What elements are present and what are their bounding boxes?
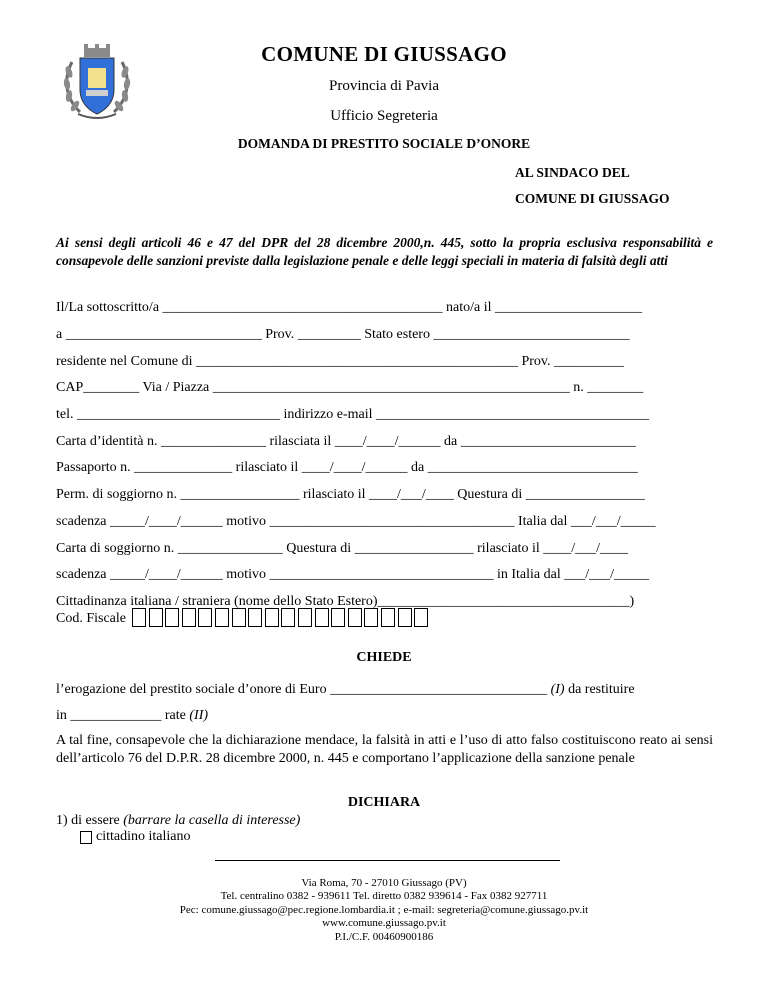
fiscal-code-box[interactable] <box>398 608 412 627</box>
fiscal-code-box[interactable] <box>149 608 163 627</box>
fiscal-code-box[interactable] <box>364 608 378 627</box>
option-italian-citizen[interactable] <box>80 829 190 845</box>
province-label: Provincia di Pavia <box>329 78 439 94</box>
form-line-card-expiry[interactable]: scadenza _____/____/______ motivo ________________________________ in Italia dal ___/___/_____ <box>56 567 649 582</box>
fiscal-code-boxes[interactable] <box>132 608 431 627</box>
footer-emails: Pec: comune.giussago@pec.regione.lombardia.it ; e-mail: segreteria@comune.giussago.pv.it <box>179 904 589 916</box>
form-line-permit-expiry[interactable]: scadenza _____/____/______ motivo ___________________________________ Italia dal ___/___/_____ <box>56 514 656 529</box>
form-line-residence-card[interactable]: Carta di soggiorno n. _______________ Questura di _________________ rilasciato il ____/___/____ <box>56 541 629 556</box>
chiede-heading: CHIEDE <box>356 650 412 665</box>
footer-address: Via Roma, 70 - 27010 Giussago (PV) <box>301 877 467 889</box>
fiscal-code-box[interactable] <box>281 608 295 627</box>
document-title: DOMANDA DI PRESTITO SOCIALE D’ONORE <box>237 136 531 151</box>
fiscal-code-box[interactable] <box>198 608 212 627</box>
fiscal-code-box[interactable] <box>215 608 229 627</box>
point-1-note: (barrare la casella di interesse) <box>123 813 301 828</box>
fiscal-code-field <box>56 608 431 627</box>
dichiara-heading: DICHIARA <box>347 795 421 810</box>
fiscal-code-label: Cod. Fiscale <box>56 611 126 626</box>
fiscal-code-box[interactable] <box>265 608 279 627</box>
form-line-name[interactable]: Il/La sottoscritto/a ________________________________________ nato/a il _____________________ <box>56 300 643 315</box>
declaration-paragraph: A tal fine, consapevole che la dichiarazione mendace, la falsità in atti e l’uso di atto falso costituiscono reato ai sensi dell’articolo 76 del D.P.R. 28 dicembre 2000, n. 445 e comportano l’applicazione della sanzione penale <box>56 733 713 766</box>
fiscal-code-box[interactable] <box>298 608 312 627</box>
form-line-residence-permit[interactable]: Perm. di soggiorno n. _________________ rilasciato il ____/___/____ Questura di _________________ <box>56 487 645 502</box>
fiscal-code-box[interactable] <box>315 608 329 627</box>
fiscal-code-box[interactable] <box>182 608 196 627</box>
recipient-line-2: COMUNE DI GIUSSAGO <box>515 191 670 206</box>
fiscal-code-box[interactable] <box>165 608 179 627</box>
form-line-address[interactable]: CAP________ Via / Piazza ___________________________________________________ n. ________ <box>56 380 644 395</box>
footer-website: www.comune.giussago.pv.it <box>322 917 446 929</box>
form-line-contact[interactable]: tel. _____________________________ indirizzo e-mail _______________________________________ <box>56 407 650 422</box>
fiscal-code-box[interactable] <box>132 608 146 627</box>
fiscal-code-box[interactable] <box>348 608 362 627</box>
form-line-birthplace[interactable]: a ____________________________ Prov. _________ Stato estero ____________________________ <box>56 327 630 342</box>
request-amount-line[interactable]: l’erogazione del prestito sociale d’onore di Euro _______________________________ (I) da restituire <box>56 682 635 697</box>
form-line-passport[interactable]: Passaporto n. ______________ rilasciato il ____/____/______ da ______________________________ <box>56 460 638 475</box>
footer-phones: Tel. centralino 0382 - 939611 Tel. diretto 0382 939614 - Fax 0382 927711 <box>220 890 548 902</box>
page-title: COMUNE DI GIUSSAGO <box>261 42 507 66</box>
fiscal-code-box[interactable] <box>232 608 246 627</box>
office-label: Ufficio Segreteria <box>330 108 438 124</box>
form-line-residence[interactable]: residente nel Comune di ______________________________________________ Prov. __________ <box>56 354 625 369</box>
recipient-line-1: AL SINDACO DEL <box>515 165 630 180</box>
checkbox[interactable] <box>80 831 92 844</box>
footer-vat: P.I./C.F. 00460900186 <box>334 931 434 943</box>
fiscal-code-box[interactable] <box>248 608 262 627</box>
form-line-citizenship[interactable]: Cittadinanza italiana / straniera (nome dello Stato Estero)____________________________________) <box>56 594 635 609</box>
request-installments-line[interactable]: in _____________ rate (II) <box>56 708 209 723</box>
point-1-prefix: 1) di essere <box>56 813 124 828</box>
point-1 <box>56 813 300 829</box>
fiscal-code-box[interactable] <box>331 608 345 627</box>
fiscal-code-box[interactable] <box>381 608 395 627</box>
intro-statement: Ai sensi degli articoli 46 e 47 del DPR del 28 dicembre 2000,n. 445, sotto la propria esclusiva responsabilità e consapevole delle sanzioni previste dalla legislazione penale e delle leggi speciali in materia di falsità degli atti <box>56 235 713 268</box>
footer-divider <box>215 860 560 861</box>
form-line-id-card[interactable]: Carta d’identità n. _______________ rilasciata il ____/____/______ da _________________________ <box>56 434 636 449</box>
option-label: cittadino italiano <box>96 829 191 844</box>
fiscal-code-box[interactable] <box>414 608 428 627</box>
